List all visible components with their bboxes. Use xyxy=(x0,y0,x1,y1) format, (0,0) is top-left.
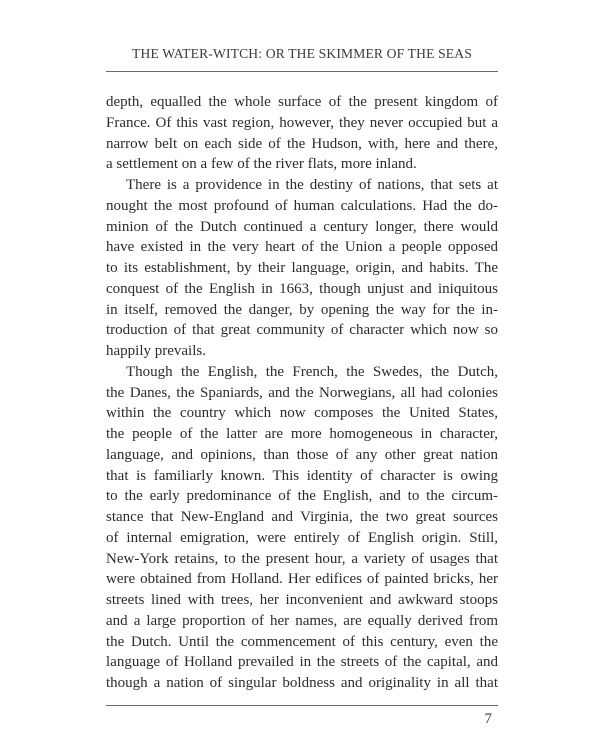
header-rule xyxy=(106,71,498,72)
text-line: nought the most profound of human calculations. Had the do- xyxy=(106,197,498,214)
body-text xyxy=(106,92,498,694)
text-line: streets lined with trees, her inconvenient and awkward stoops xyxy=(106,592,498,608)
text-line: in itself, removed the danger, by opening the way for the in- xyxy=(106,301,498,318)
text-line: New-York retains, to the present hour, a variety of usages that xyxy=(106,550,498,567)
text-line: though a nation of singular boldness and originality in all that xyxy=(106,675,498,691)
text-line: language, and opinions, than those of any other great nation xyxy=(106,446,498,463)
text-line: were obtained from Holland. Her edifices of painted bricks, her xyxy=(106,571,498,588)
text-line: have existed in the very heart of the Union a people opposed xyxy=(106,239,498,256)
text-line: France. Of this vast region, however, they never occupied but a xyxy=(106,114,498,131)
text-line: minion of the Dutch continued a century longer, there would xyxy=(106,218,498,235)
text-line: of internal emigration, were entirely of English origin. Still, xyxy=(106,529,498,546)
text-line: that is familiarly known. This identity of character is owing xyxy=(106,467,498,484)
text-line: to the early predominance of the English, and to the circum- xyxy=(106,488,498,505)
text-line: depth, equalled the whole surface of the present kingdom of xyxy=(106,94,498,110)
text-line: and a large proportion of her names, are equally derived from xyxy=(106,612,498,629)
footer-rule xyxy=(106,705,498,706)
text-line: stance that New-England and Virginia, the two great sources xyxy=(106,509,498,525)
text-line: the Danes, the Spaniards, and the Norwegians, all had colonies xyxy=(106,384,498,401)
text-line: to its establishment, by their language, origin, and habits. The xyxy=(106,260,498,276)
text-line: a settlement on a few of the river flats, more inland. xyxy=(106,156,417,173)
text-line: language of Holland prevailed in the streets of the capital, and xyxy=(106,654,498,671)
page-number: 7 xyxy=(484,711,492,727)
text-line: happily prevails. xyxy=(106,343,206,359)
text-line: There is a providence in the destiny of nations, that sets at xyxy=(126,177,498,193)
running-head-title: THE WATER-WITCH: OR THE SKIMMER OF THE SEAS xyxy=(132,46,472,61)
text-line: conquest of the English in 1663, though unjust and iniquitous xyxy=(106,280,498,297)
text-line: the Dutch. Until the commencement of this century, even the xyxy=(106,633,498,650)
text-line: Though the English, the French, the Swedes, the Dutch, xyxy=(126,363,498,380)
text-line: narrow belt on each side of the Hudson, with, here and there, xyxy=(106,135,498,152)
text-line: the people of the latter are more homogeneous in character, xyxy=(106,426,498,442)
text-line: within the country which now composes the United States, xyxy=(106,405,498,422)
text-line: troduction of that great community of character which now so xyxy=(106,322,498,339)
